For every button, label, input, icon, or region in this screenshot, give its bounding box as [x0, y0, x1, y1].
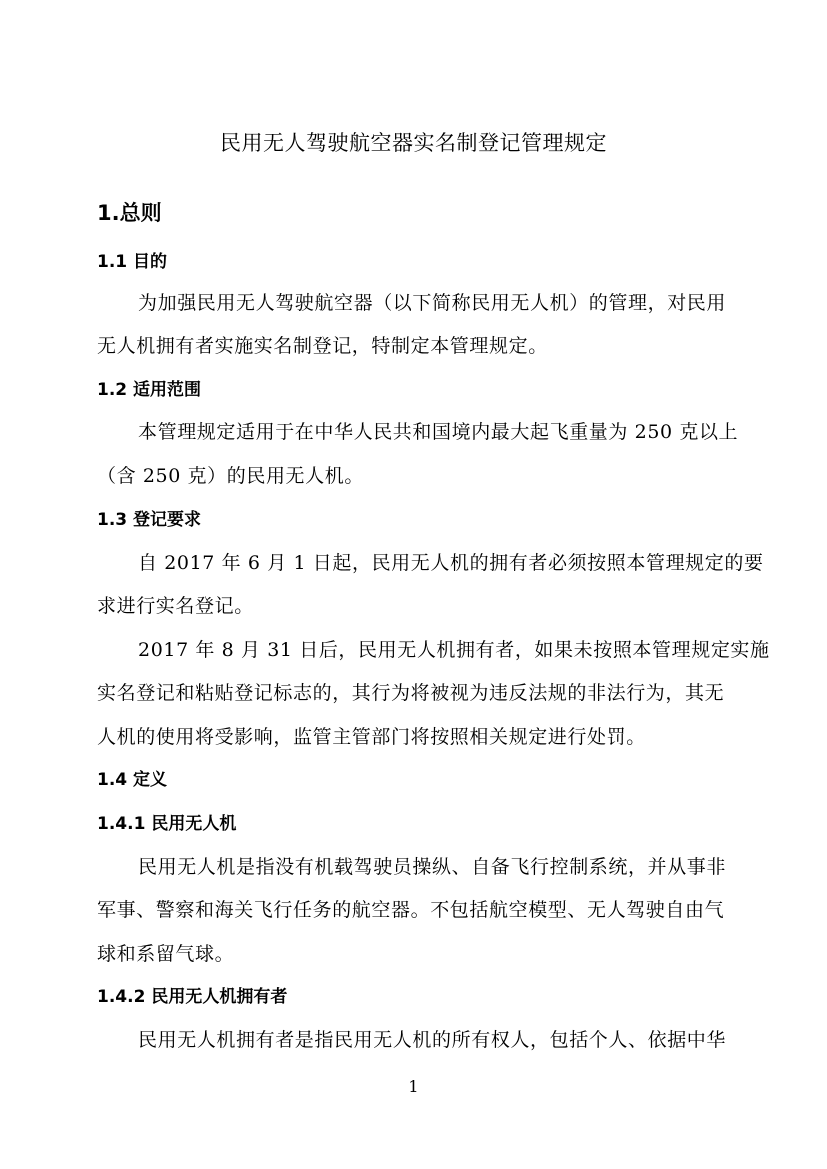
document-title: 民用无人驾驶航空器实名制登记管理规定	[220, 131, 607, 155]
paragraph-line: 实名登记和粘贴登记标志的，其行为将被视为违反法规的非法行为，其无	[97, 682, 725, 704]
paragraph-line: 无人机拥有者实施实名制登记，特制定本管理规定。	[97, 335, 548, 357]
page-number: 1	[408, 1077, 419, 1096]
paragraph-line: 自 2017 年 6 月 1 日起，民用无人机的拥有者必须按照本管理规定的要	[138, 552, 764, 574]
paragraph-line: 本管理规定适用于在中华人民共和国境内最大起飞重量为 250 克以上	[138, 421, 739, 443]
paragraph-line: 球和系留气球。	[97, 943, 235, 965]
section-heading-1-2: 1.2 适用范围	[97, 380, 202, 400]
paragraph-line: 为加强民用无人驾驶航空器（以下简称民用无人机）的管理，对民用	[138, 292, 727, 314]
paragraph-line: 人机的使用将受影响，监管主管部门将按照相关规定进行处罚。	[97, 726, 646, 748]
paragraph-line: 民用无人机拥有者是指民用无人机的所有权人，包括个人、依据中华	[138, 1029, 727, 1051]
paragraph-line: 2017 年 8 月 31 日后，民用无人机拥有者，如果未按照本管理规定实施	[138, 639, 770, 661]
section-heading-1: 1.总则	[97, 201, 162, 225]
paragraph-line: 民用无人机是指没有机载驾驶员操纵、自备飞行控制系统，并从事非	[138, 856, 727, 878]
section-heading-1-1: 1.1 目的	[97, 252, 168, 272]
section-heading-1-3: 1.3 登记要求	[97, 510, 202, 530]
section-heading-1-4: 1.4 定义	[97, 770, 168, 790]
paragraph-line: 军事、警察和海关飞行任务的航空器。不包括航空模型、无人驾驶自由气	[97, 899, 725, 921]
paragraph-line: 求进行实名登记。	[97, 595, 254, 617]
section-heading-1-4-2: 1.4.2 民用无人机拥有者	[97, 987, 288, 1007]
paragraph-line: （含 250 克）的民用无人机。	[97, 465, 364, 487]
section-heading-1-4-1: 1.4.1 民用无人机	[97, 814, 237, 834]
